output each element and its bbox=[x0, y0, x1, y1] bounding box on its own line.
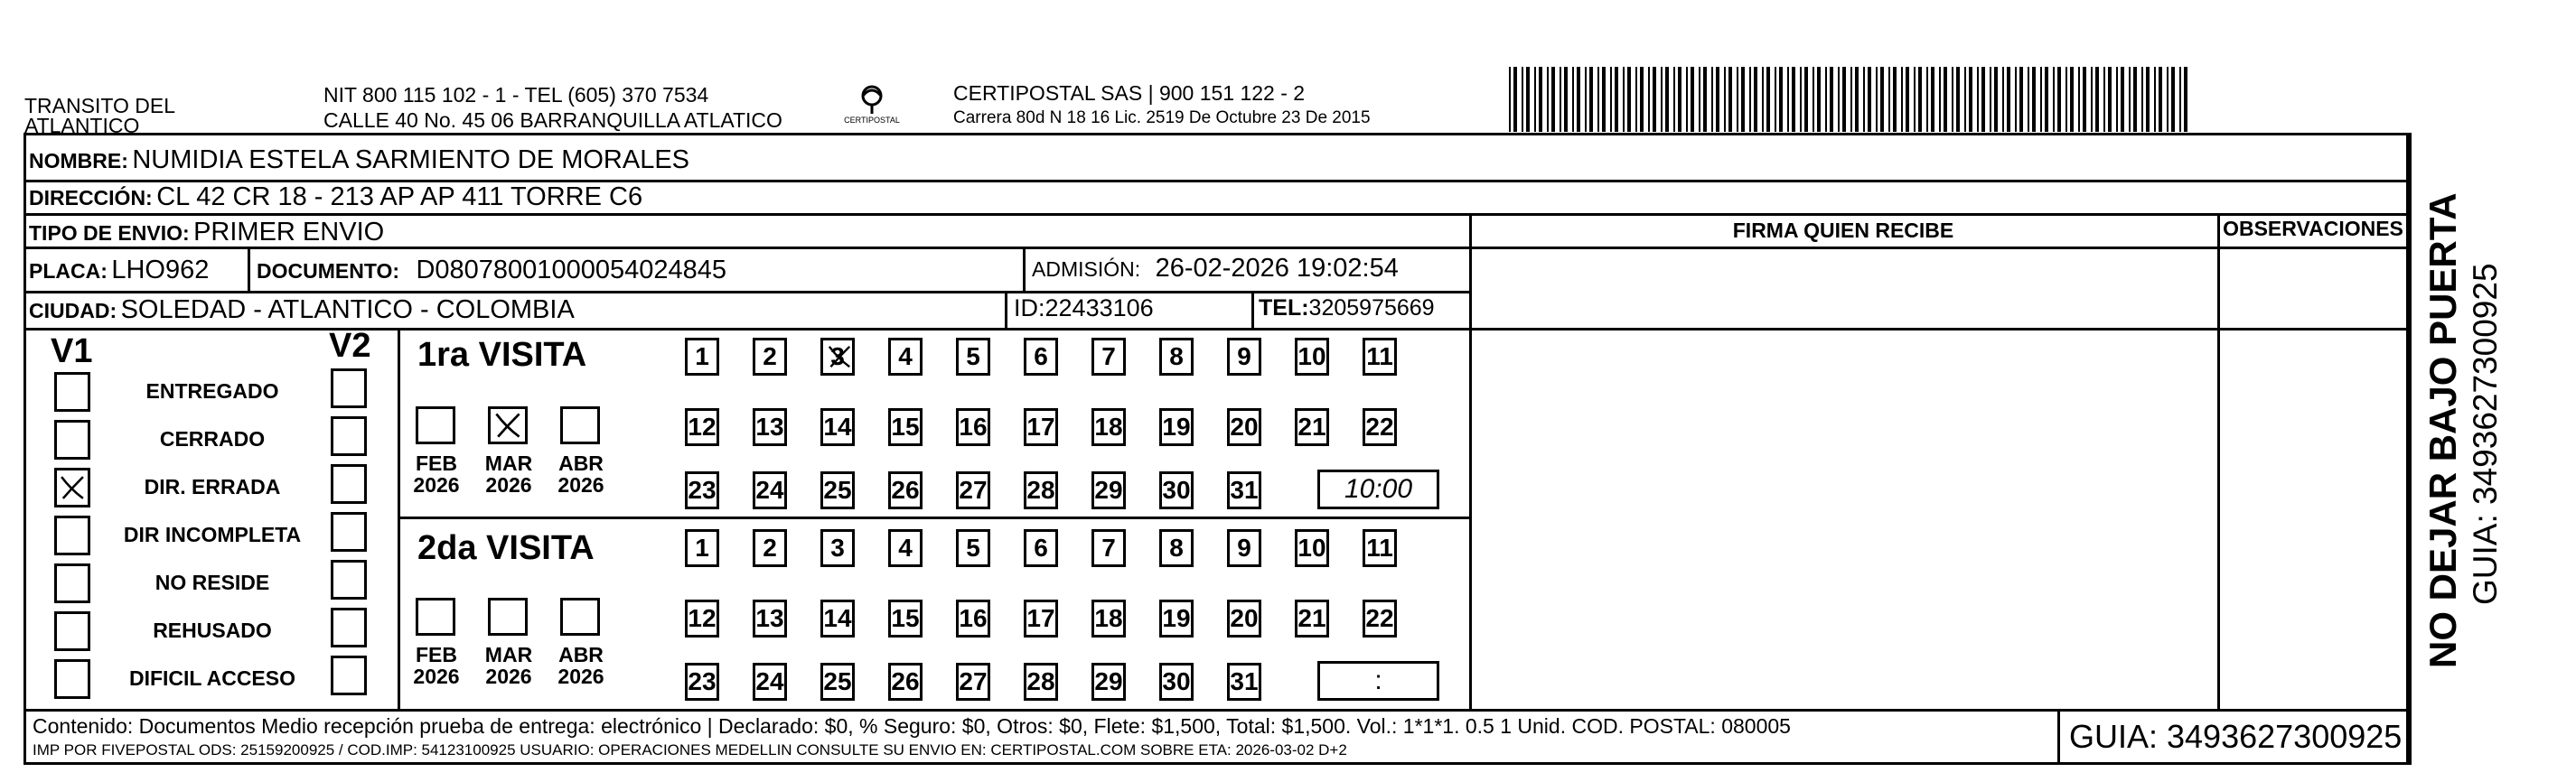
firma-header: FIRMA QUIEN RECIBE bbox=[1732, 219, 1954, 242]
visit2-month-label-feb bbox=[405, 644, 468, 687]
visit1-day-22[interactable]: 22 bbox=[1363, 408, 1397, 446]
v2-checkbox-7[interactable] bbox=[331, 656, 367, 695]
visit2-month-name: MAR bbox=[484, 643, 533, 666]
visit2-day-29[interactable]: 29 bbox=[1091, 663, 1126, 701]
visit2-day-18[interactable]: 18 bbox=[1091, 600, 1126, 638]
status-label-3: DIR. ERRADA bbox=[144, 475, 281, 498]
visit2-month-name: FEB bbox=[416, 643, 457, 666]
v1-checkbox-5[interactable] bbox=[54, 563, 90, 603]
visit2-month-year: 2026 bbox=[485, 665, 532, 688]
visit1-month-name: FEB bbox=[416, 452, 457, 475]
id-label: ID: bbox=[1014, 294, 1045, 321]
admision-label: ADMISIÓN: bbox=[1032, 257, 1141, 281]
visit1-day-11[interactable]: 11 bbox=[1363, 338, 1397, 376]
visit1-day-14[interactable]: 14 bbox=[820, 408, 855, 446]
visit2-day-7[interactable]: 7 bbox=[1091, 529, 1126, 567]
visit1-month-year: 2026 bbox=[413, 473, 460, 497]
visit1-month-checkbox-abr[interactable] bbox=[560, 406, 600, 444]
visit1-month-label-feb bbox=[405, 452, 468, 496]
visit2-day-1[interactable]: 1 bbox=[685, 529, 719, 567]
tipo-envio-label: TIPO DE ENVIO: bbox=[29, 221, 190, 245]
visit1-day-21[interactable]: 21 bbox=[1295, 408, 1329, 446]
visit2-day-26[interactable]: 26 bbox=[888, 663, 923, 701]
visit2-day-4[interactable]: 4 bbox=[888, 529, 923, 567]
visit1-day-4[interactable]: 4 bbox=[888, 338, 923, 376]
visit2-day-13[interactable]: 13 bbox=[753, 600, 787, 638]
visit2-day-25[interactable]: 25 bbox=[820, 663, 855, 701]
visit1-month-checkbox-mar[interactable] bbox=[488, 406, 528, 444]
visit1-day-15[interactable]: 15 bbox=[888, 408, 923, 446]
visit1-day-18[interactable]: 18 bbox=[1091, 408, 1126, 446]
v1-header: V1 bbox=[51, 332, 93, 370]
visit2-day-10[interactable]: 10 bbox=[1295, 529, 1329, 567]
visit2-day-14[interactable]: 14 bbox=[820, 600, 855, 638]
visit2-day-16[interactable]: 16 bbox=[956, 600, 990, 638]
handwritten-x-mark-icon bbox=[491, 409, 525, 442]
visit1-day-12[interactable]: 12 bbox=[685, 408, 719, 446]
nombre-row bbox=[29, 144, 689, 180]
visit1-day-3[interactable]: 3 bbox=[820, 338, 855, 376]
placa-label: PLACA: bbox=[29, 259, 108, 283]
visit2-day-20[interactable]: 20 bbox=[1227, 600, 1261, 638]
visit1-month-year: 2026 bbox=[557, 473, 604, 497]
visit2-day-22[interactable]: 22 bbox=[1363, 600, 1397, 638]
visit1-day-17[interactable]: 17 bbox=[1024, 408, 1058, 446]
visit1-day-9[interactable]: 9 bbox=[1227, 338, 1261, 376]
nombre-value: NUMIDIA ESTELA SARMIENTO DE MORALES bbox=[132, 145, 690, 174]
v2-checkbox-1[interactable] bbox=[331, 368, 367, 408]
admision-row bbox=[1032, 253, 1399, 288]
visit2-time-field[interactable]: : bbox=[1317, 661, 1439, 701]
visit1-day-25[interactable]: 25 bbox=[820, 471, 855, 509]
visit1-month-checkbox-feb[interactable] bbox=[416, 406, 455, 444]
company-line: CERTIPOSTAL SAS | 900 151 122 - 2 bbox=[953, 81, 1306, 105]
visit2-day-11[interactable]: 11 bbox=[1363, 529, 1397, 567]
observaciones-header: OBSERVACIONES bbox=[2223, 217, 2403, 240]
v2-header: V2 bbox=[329, 327, 371, 365]
status-label-5: NO RESIDE bbox=[155, 571, 270, 594]
visit2-month-year: 2026 bbox=[557, 665, 604, 688]
sender-nit: NIT 800 115 102 - 1 - TEL (605) 370 7534 bbox=[323, 83, 709, 107]
v2-checkbox-4[interactable] bbox=[331, 512, 367, 552]
id-row bbox=[1014, 293, 1154, 328]
visit1-day-19[interactable]: 19 bbox=[1159, 408, 1194, 446]
visit2-month-checkbox-abr[interactable] bbox=[560, 598, 600, 636]
v1-checkbox-2[interactable] bbox=[54, 420, 90, 460]
visit2-month-year: 2026 bbox=[413, 665, 460, 688]
visit2-month-checkbox-feb[interactable] bbox=[416, 598, 455, 636]
footer-guia: GUIA: 3493627300925 bbox=[2069, 718, 2403, 755]
v2-checkbox-6[interactable] bbox=[331, 608, 367, 647]
sender-name-line1: TRANSITO DEL bbox=[24, 94, 175, 117]
visit2-day-31[interactable]: 31 bbox=[1227, 663, 1261, 701]
documento-label: DOCUMENTO: bbox=[257, 259, 400, 283]
visit1-day-29[interactable]: 29 bbox=[1091, 471, 1126, 509]
tipo-envio-row bbox=[29, 217, 384, 252]
handwritten-x-mark-icon bbox=[825, 339, 854, 375]
v2-checkbox-2[interactable] bbox=[331, 416, 367, 456]
visit1-month-name: ABR bbox=[558, 452, 604, 475]
visit2-day-6[interactable]: 6 bbox=[1024, 529, 1058, 567]
v1-checkbox-7[interactable] bbox=[54, 659, 90, 699]
side-warning: NO DEJAR BAJO PUERTA bbox=[2421, 192, 2464, 668]
visit2-day-2[interactable]: 2 bbox=[753, 529, 787, 567]
visit1-day-1[interactable]: 1 bbox=[685, 338, 719, 376]
handwritten-x-mark-icon bbox=[825, 339, 854, 381]
visit2-day-21[interactable]: 21 bbox=[1295, 600, 1329, 638]
visit2-day-19[interactable]: 19 bbox=[1159, 600, 1194, 638]
visit2-day-8[interactable]: 8 bbox=[1159, 529, 1194, 567]
visit1-day-8[interactable]: 8 bbox=[1159, 338, 1194, 376]
visit1-day-23[interactable]: 23 bbox=[685, 471, 719, 509]
barcode-icon bbox=[1509, 67, 2196, 132]
visit1-day-30[interactable]: 30 bbox=[1159, 471, 1194, 509]
visit1-month-year: 2026 bbox=[485, 473, 532, 497]
visit1-month-label-abr bbox=[549, 452, 613, 496]
visit1-day-5[interactable]: 5 bbox=[956, 338, 990, 376]
v1-checkbox-4[interactable] bbox=[54, 516, 90, 555]
visit2-month-name: ABR bbox=[558, 643, 604, 666]
v2-checkbox-5[interactable] bbox=[331, 560, 367, 600]
visit2-month-label-abr bbox=[549, 644, 613, 687]
id-value: 22433106 bbox=[1044, 294, 1154, 321]
status-label-2: CERRADO bbox=[159, 427, 266, 451]
visit2-month-checkbox-mar[interactable] bbox=[488, 598, 528, 636]
visit1-day-2[interactable]: 2 bbox=[753, 338, 787, 376]
tipo-envio-value: PRIMER ENVIO bbox=[193, 218, 385, 247]
direccion-value: CL 42 CR 18 - 213 AP AP 411 TORRE C6 bbox=[156, 182, 643, 211]
visit1-day-27[interactable]: 27 bbox=[956, 471, 990, 509]
v2-checkbox-3[interactable] bbox=[331, 464, 367, 504]
direccion-label: DIRECCIÓN: bbox=[29, 186, 153, 209]
ciudad-label: CIUDAD: bbox=[29, 299, 117, 322]
visit1-day-28[interactable]: 28 bbox=[1024, 471, 1058, 509]
ciudad-value: SOLEDAD - ATLANTICO - COLOMBIA bbox=[120, 295, 575, 324]
visit2-day-23[interactable]: 23 bbox=[685, 663, 719, 701]
visit2-day-3[interactable]: 3 bbox=[820, 529, 855, 567]
placa-row bbox=[29, 255, 209, 290]
status-label-1: ENTREGADO bbox=[145, 379, 279, 403]
direccion-row bbox=[29, 182, 642, 217]
visit1-time-field[interactable]: 10:00 bbox=[1317, 470, 1439, 509]
visit2-day-15[interactable]: 15 bbox=[888, 600, 923, 638]
visit2-month-label-mar bbox=[477, 644, 540, 687]
visit1-day-24[interactable]: 24 bbox=[753, 471, 787, 509]
nombre-label: NOMBRE: bbox=[29, 149, 128, 172]
license-line: Carrera 80d N 18 16 Lic. 2519 De Octubre 23 De 2015 bbox=[953, 108, 1371, 127]
handwritten-x-mark-icon bbox=[57, 470, 88, 505]
documento-value: D08078001000054024845 bbox=[416, 256, 726, 284]
visit1-day-7[interactable]: 7 bbox=[1091, 338, 1126, 376]
visit1-day-13[interactable]: 13 bbox=[753, 408, 787, 446]
documento-row bbox=[257, 255, 726, 290]
visit1-day-26[interactable]: 26 bbox=[888, 471, 923, 509]
tel-row bbox=[1259, 293, 1435, 327]
visit2-day-24[interactable]: 24 bbox=[753, 663, 787, 701]
visit2-day-17[interactable]: 17 bbox=[1024, 600, 1058, 638]
visit1-day-10[interactable]: 10 bbox=[1295, 338, 1329, 376]
sender-name-line2: ATLANTICO bbox=[24, 114, 140, 137]
visit1-title: 1ra VISITA bbox=[417, 336, 587, 374]
status-label-6: REHUSADO bbox=[153, 619, 272, 642]
ciudad-row bbox=[29, 294, 575, 330]
v1-checkbox-6[interactable] bbox=[54, 611, 90, 651]
visit2-day-28[interactable]: 28 bbox=[1024, 663, 1058, 701]
visit1-month-label-mar bbox=[477, 452, 540, 496]
certipostal-logo-icon bbox=[840, 81, 904, 135]
visit1-day-20[interactable]: 20 bbox=[1227, 408, 1261, 446]
visit2-day-5[interactable]: 5 bbox=[956, 529, 990, 567]
footer-imp-line: IMP POR FIVEPOSTAL ODS: 25159200925 / COD.IMP: 54123100925 USUARIO: OPERACIONES MEDELLIN CONSULTE SU ENVIO EN: CERTIPOSTAL.COM SOBRE ETA: 2026-03-02 D+2 bbox=[33, 741, 1347, 759]
side-guia: GUIA: 3493627300925 bbox=[2467, 263, 2504, 605]
visit1-day-31[interactable]: 31 bbox=[1227, 471, 1261, 509]
visit2-day-9[interactable]: 9 bbox=[1227, 529, 1261, 567]
status-label-4: DIR INCOMPLETA bbox=[123, 523, 302, 546]
tel-value: 3205975669 bbox=[1308, 295, 1435, 321]
visit1-day-16[interactable]: 16 bbox=[956, 408, 990, 446]
logo-text: CERTIPOSTAL bbox=[844, 116, 900, 125]
visit1-month-name: MAR bbox=[484, 452, 533, 475]
visit2-day-30[interactable]: 30 bbox=[1159, 663, 1194, 701]
status-label-7: DIFICIL ACCESO bbox=[128, 666, 295, 690]
v1-checkbox-1[interactable] bbox=[54, 372, 90, 412]
tel-label: TEL: bbox=[1259, 295, 1309, 321]
v1-checkbox-3[interactable] bbox=[54, 468, 90, 507]
sender-address: CALLE 40 No. 45 06 BARRANQUILLA ATLATICO bbox=[323, 108, 782, 132]
visit1-day-6[interactable]: 6 bbox=[1024, 338, 1058, 376]
visit2-title: 2da VISITA bbox=[417, 529, 595, 567]
visit2-day-27[interactable]: 27 bbox=[956, 663, 990, 701]
footer-contenido: Contenido: Documentos Medio recepción prueba de entrega: electrónico | Declarado: $0, % Seguro: $0, Otros: $0, Flete: $1,500, Total: $1,500. Vol.: 1*1*1. 0.5 1 Unid. COD. POSTAL: 080005 bbox=[33, 714, 1791, 738]
visit2-day-12[interactable]: 12 bbox=[685, 600, 719, 638]
placa-value: LHO962 bbox=[111, 256, 210, 284]
admision-value: 26-02-2026 19:02:54 bbox=[1155, 254, 1399, 283]
